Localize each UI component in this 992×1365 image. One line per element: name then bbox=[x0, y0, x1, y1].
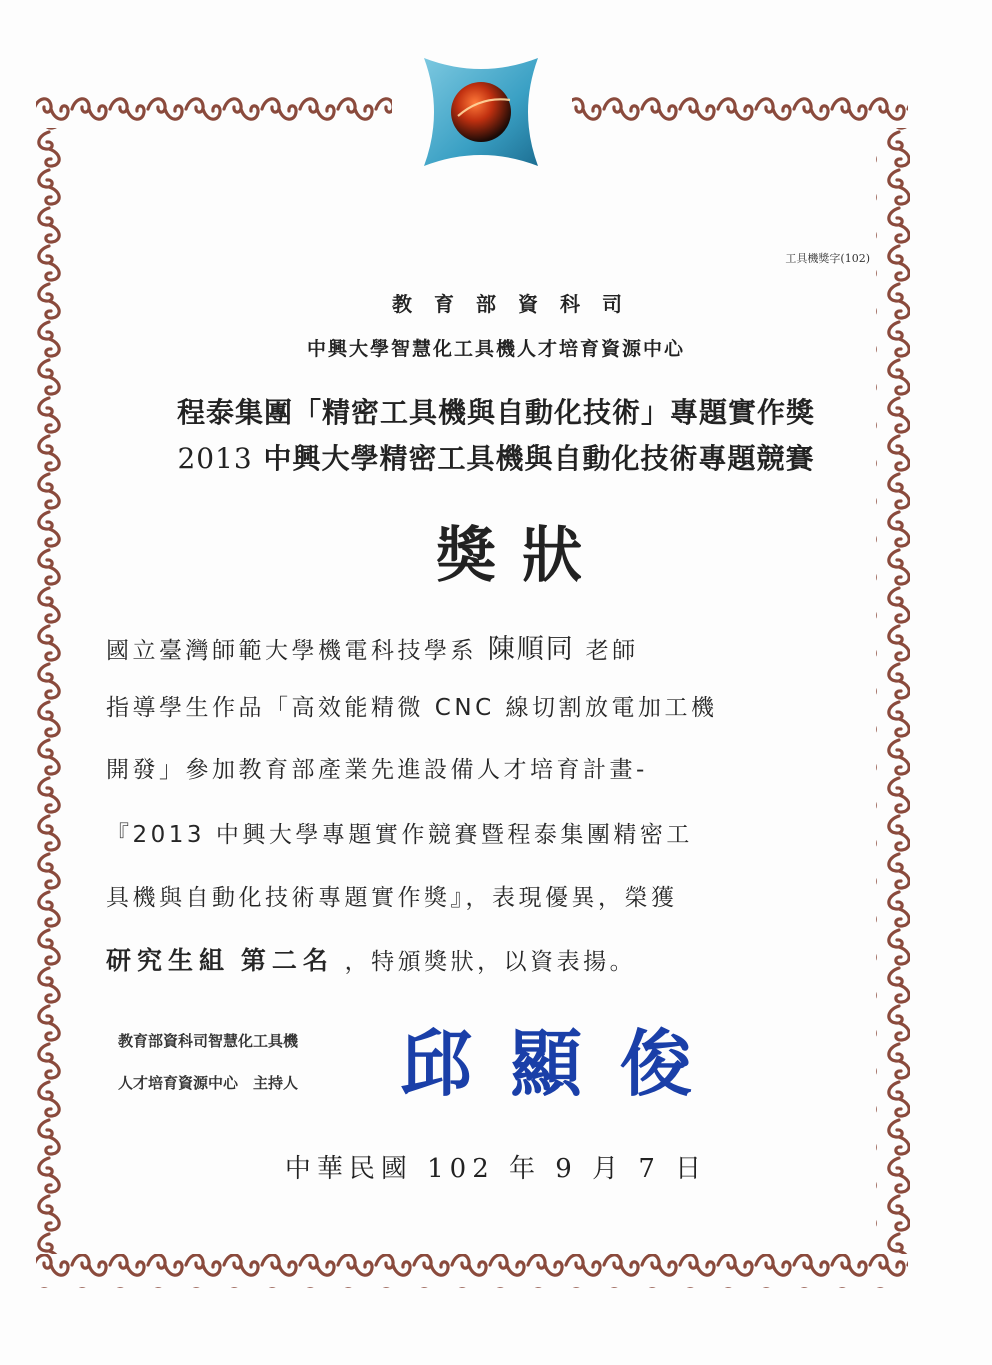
competition-title bbox=[0, 437, 992, 477]
diamond-orb-logo-icon bbox=[418, 56, 544, 168]
competition-year: 2013 bbox=[177, 442, 253, 475]
teacher-name: 陳順同 bbox=[487, 634, 575, 665]
signatory-label-1: 教育部資科司智慧化工具機 bbox=[118, 1032, 299, 1050]
issue-date: 中華民國 102 年 9 月 7 日 bbox=[284, 1154, 708, 1184]
teacher-title: 老師 bbox=[585, 638, 639, 664]
signatory-label-2: 人才培育資源中心 主持人 bbox=[118, 1074, 299, 1092]
body-line-5: 具機與自動化技術專題實作獎』，表現優異，榮獲 bbox=[106, 885, 678, 911]
resource-center-name: 中興大學智慧化工具機人才培育資源中心 bbox=[306, 338, 685, 360]
body-line-6 bbox=[106, 941, 636, 977]
body-line-3: 開發」參加教育部產業先進設備人才培育計畫- bbox=[106, 757, 648, 783]
award-rank: 第二名 bbox=[240, 946, 334, 975]
issuing-organization: 教育部資科司 bbox=[392, 292, 644, 316]
body-line-2: 指導學生作品「高效能精微 CNC 線切割放電加工機 bbox=[106, 695, 718, 721]
award-group: 研究生組 bbox=[106, 946, 231, 975]
certificate-heading: 獎狀 bbox=[436, 521, 608, 591]
signatory-name: 邱顯俊 bbox=[400, 1021, 731, 1106]
competition-name: 中興大學精密工具機與自動化技術專題競賽 bbox=[263, 442, 815, 475]
department-name: 國立臺灣師範大學機電科技學系 bbox=[106, 638, 477, 664]
closing-text: ，特頒獎狀，以資表揚。 bbox=[344, 949, 637, 975]
body-line-4: 『2013 中興大學專題實作競賽暨程泰集團精密工 bbox=[106, 822, 693, 848]
body-line-1 bbox=[106, 627, 639, 666]
logo bbox=[418, 56, 544, 168]
certificate-serial-number: 工具機獎字(102) bbox=[785, 252, 870, 265]
award-title: 程泰集團「精密工具機與自動化技術」專題實作獎 bbox=[176, 396, 815, 429]
